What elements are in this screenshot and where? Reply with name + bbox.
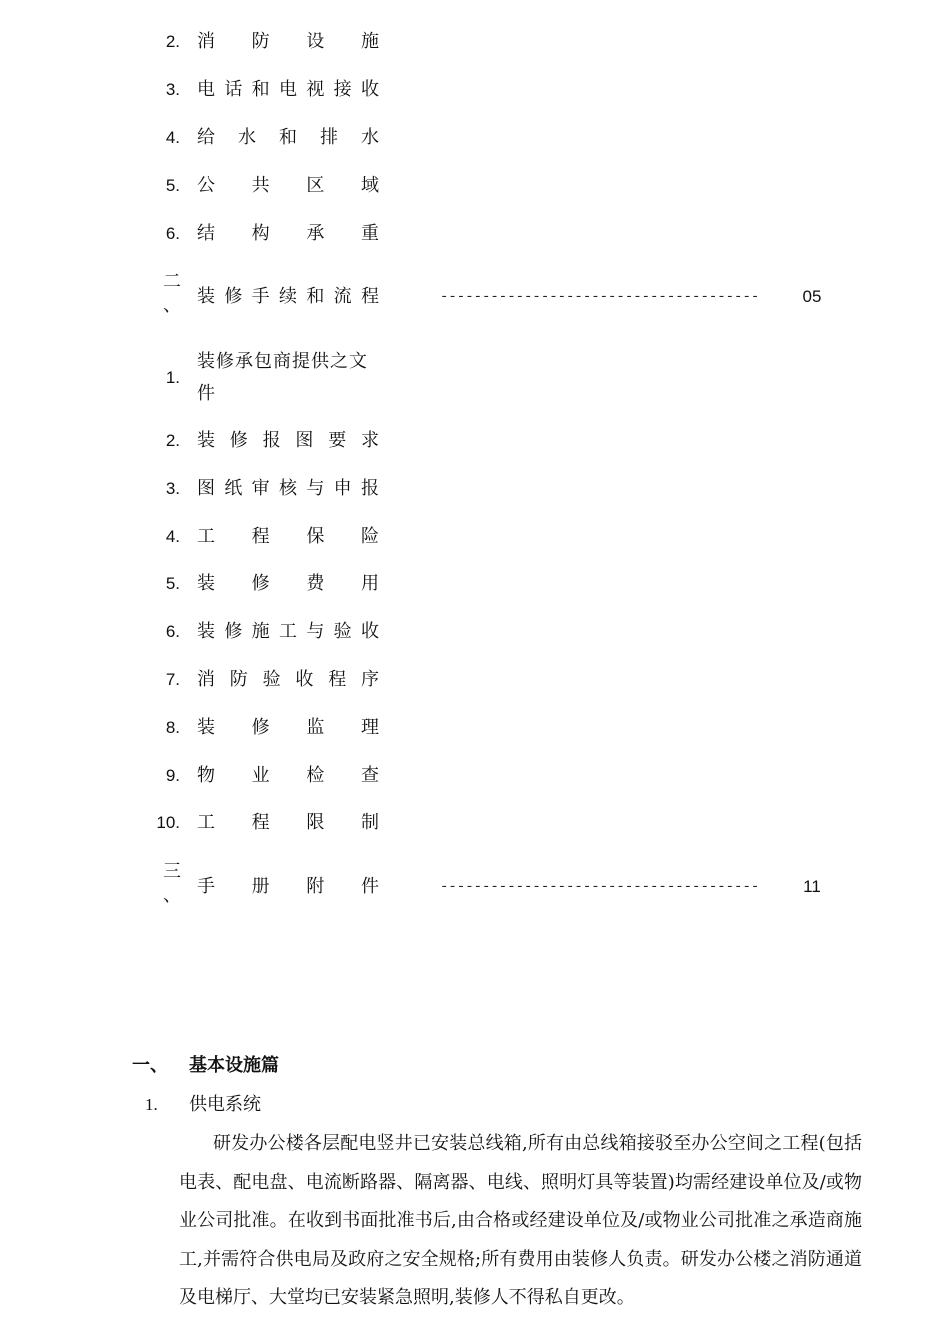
- toc-item-number: 4.: [165, 526, 180, 546]
- toc-item-title-char: 工: [197, 812, 215, 834]
- toc-item-title: [197, 517, 379, 557]
- toc-item-title-char: 施: [360, 31, 379, 52]
- toc-item-title: [197, 564, 379, 604]
- toc-item-title-char: 视: [306, 79, 325, 100]
- toc-leader-dashes: --------------------------------------: [440, 879, 760, 895]
- toc-item-title-char: 区: [306, 175, 325, 196]
- toc-section-title-char: 修: [224, 286, 243, 307]
- toc-item-title-char: 验: [262, 669, 281, 690]
- toc-section-title-char: 装: [197, 286, 215, 307]
- toc-item-title-char: 修: [224, 621, 243, 643]
- toc-item-title-char: 收: [360, 79, 379, 100]
- toc-page-number: 05: [802, 287, 822, 306]
- toc-item-number: 2.: [165, 32, 180, 51]
- toc-item-title-char: 和: [251, 79, 270, 100]
- toc-item-title-char: 接: [333, 79, 352, 100]
- toc-item-row: [0, 564, 950, 604]
- toc-page-number: 11: [803, 877, 821, 896]
- toc-item-number: 8.: [165, 717, 180, 737]
- toc-item-title: [197, 22, 379, 62]
- toc-section-mark-comma: 、: [163, 885, 181, 906]
- toc-item-title-char: 保: [306, 525, 325, 547]
- toc-item-title-char: 电: [197, 79, 215, 100]
- toc-item-number: 2.: [165, 431, 180, 450]
- toc-item-title-char: 图: [197, 477, 215, 499]
- toc-section-title-char: 续: [278, 286, 297, 307]
- toc-item-title-char: 设: [306, 31, 325, 52]
- toc-item-title-char: 物: [197, 764, 215, 786]
- toc-item-title-char: 排: [320, 127, 338, 148]
- toc-item-title-char: 验: [333, 621, 352, 643]
- toc-item-row: [0, 708, 950, 748]
- toc-item-title-char: 图: [295, 430, 314, 451]
- toc-item-title-char: 和: [279, 127, 297, 148]
- toc-item-title-char: 防: [229, 669, 248, 690]
- toc-item-number: 6.: [165, 224, 180, 243]
- toc-item-title-char: 费: [306, 573, 325, 595]
- toc-item-title: [197, 660, 379, 700]
- toc-item-row: [0, 22, 950, 62]
- toc-item-number: 6.: [165, 622, 180, 642]
- toc-leader-dashes: --------------------------------------: [440, 289, 760, 305]
- heading-level2-title: 供电系统: [189, 1094, 261, 1115]
- toc-item-title-char: 与: [306, 621, 325, 643]
- toc-section-row: [0, 857, 950, 917]
- toc-item-number: 7.: [165, 670, 180, 689]
- toc-item-row: [0, 166, 950, 206]
- toc-item-title-char: 公: [197, 175, 215, 196]
- heading-level1-title: 基本设施篇: [189, 1055, 279, 1076]
- toc-item-title-char: 承: [306, 223, 325, 244]
- toc-section-title-char: 件: [360, 876, 379, 897]
- toc-item-title-char: 重: [360, 223, 379, 244]
- toc-item-title-char: 要: [328, 430, 347, 451]
- toc-item-title-char: 核: [278, 477, 297, 499]
- toc-item-title-char: 装: [197, 621, 215, 643]
- toc-section-mark: 二: [163, 271, 181, 292]
- heading-level1-number: 一、: [132, 1055, 168, 1076]
- toc-item-title-char: 申: [333, 477, 352, 499]
- toc-item-title-char: 查: [360, 764, 379, 786]
- toc-item-title-char: 水: [361, 127, 379, 148]
- toc-item-title-char: 装: [197, 430, 215, 451]
- toc-item-title-char: 消: [197, 669, 215, 690]
- toc-item-title-char: 报: [360, 477, 379, 499]
- toc-item-number: 10.: [156, 813, 180, 833]
- toc-item-number: 9.: [165, 765, 180, 785]
- toc-section-mark-comma: 、: [163, 295, 181, 316]
- toc-section-title-char: 册: [251, 876, 270, 897]
- toc-item-row: [0, 803, 950, 843]
- toc-item-row: [0, 756, 950, 796]
- toc-item-title: [197, 803, 379, 843]
- toc-item-title-char: 收: [360, 621, 379, 643]
- toc-section-title: [197, 277, 379, 317]
- toc-item-title-char: 纸: [224, 477, 243, 499]
- toc-section-title-char: 流: [333, 286, 352, 307]
- heading-level2-number: 1.: [145, 1095, 158, 1114]
- toc-item-title-char: 程: [251, 812, 270, 834]
- toc-item-row: [0, 469, 950, 509]
- toc-item-title-char: 修: [229, 430, 248, 451]
- toc-item-title: [197, 214, 379, 254]
- toc-item-number: 3.: [165, 478, 180, 498]
- toc-item-number: 4.: [165, 128, 180, 147]
- toc-item-title-char: 水: [238, 127, 256, 148]
- body-paragraph: 研发办公楼各层配电竖井已安装总线箱,所有由总线箱接驳至办公空间之工程(包括电表、配电盘、电流断路器、隔离器、电线、照明灯具等装置)均需经建设单位及/或物业公司批准。在收到书面批准书后,由合格或经建设单位及/或物业公司批准之承造商施工,并需符合供电局及政府之安全规格;所有费用由装修人负责。研发办公楼之消防通道及电梯厅、大堂均已安装紧急照明,装修人不得私自更改。: [179, 1133, 862, 1308]
- toc-item-title-char: 构: [251, 223, 270, 244]
- toc-item-title-char: 序: [360, 669, 379, 690]
- toc-item-title: [197, 166, 379, 206]
- toc-item-row: [0, 118, 950, 158]
- toc-item-title-char: 话: [224, 79, 243, 100]
- toc-item-title-char: 收: [295, 669, 314, 690]
- toc-item-number: 3.: [165, 80, 180, 99]
- toc-item-title-char: 工: [278, 621, 297, 643]
- toc-section-mark: 三: [163, 861, 181, 882]
- toc-item-row: [0, 214, 950, 254]
- toc-item-title-char: 施: [251, 621, 270, 643]
- toc-item-title-char: 程: [251, 525, 270, 547]
- toc-item-title-char: 工: [197, 525, 215, 547]
- toc-section-title-char: 手: [197, 876, 215, 897]
- toc-item-title-char: 报: [262, 430, 281, 451]
- toc-item-title-char: 监: [306, 716, 325, 738]
- toc-item-number: 1.: [165, 368, 180, 387]
- toc-item-title: [197, 346, 383, 410]
- toc-item-number: 5.: [165, 176, 180, 195]
- toc-item-title-char: 装: [197, 716, 215, 738]
- toc-item-title: [197, 612, 379, 652]
- toc-item-title-char: 制: [360, 812, 379, 834]
- toc-item-title: [197, 469, 379, 509]
- toc-item-row: [0, 70, 950, 110]
- toc-item-row: [0, 660, 950, 700]
- toc-section-title-char: 和: [306, 286, 325, 307]
- toc-item-title: [197, 70, 379, 110]
- toc-item-title-char: 与: [306, 477, 325, 499]
- toc-item-row: [0, 421, 950, 461]
- toc-item-title-char: 业: [251, 764, 270, 786]
- toc-item-title-line: 装修承包商提供之文: [197, 351, 368, 372]
- toc-item-title-line: 件: [197, 383, 216, 404]
- toc-item-title-char: 域: [360, 175, 379, 196]
- toc-item-title: [197, 708, 379, 748]
- toc-item-title-char: 修: [251, 716, 270, 738]
- toc-section-row: [0, 267, 950, 327]
- toc-item-title-char: 防: [251, 31, 270, 52]
- toc-item-title-char: 理: [360, 716, 379, 738]
- toc-item-title-char: 审: [251, 477, 270, 499]
- toc-section-title: [197, 867, 379, 907]
- toc-item-title: [197, 421, 379, 461]
- toc-item-title-char: 检: [306, 764, 325, 786]
- toc-item-title-char: 电: [278, 79, 297, 100]
- toc-item-title-char: 求: [360, 430, 379, 451]
- toc-item-title-char: 险: [360, 525, 379, 547]
- toc-item-row: [0, 612, 950, 652]
- toc-item-number: 5.: [165, 574, 180, 594]
- toc-item-title-char: 给: [197, 127, 215, 148]
- toc-item-title-char: 修: [251, 573, 270, 595]
- toc-item-row: [0, 517, 950, 557]
- toc-section-title-char: 程: [360, 286, 379, 307]
- toc-section-title-char: 手: [251, 286, 270, 307]
- toc-item-title: [197, 118, 379, 158]
- toc-item-row: [0, 346, 950, 410]
- toc-item-title-char: 装: [197, 573, 215, 595]
- toc-item-title-char: 程: [328, 669, 347, 690]
- toc-item-title-char: 共: [251, 175, 270, 196]
- toc-item-title-char: 限: [306, 812, 325, 834]
- toc-item-title: [197, 756, 379, 796]
- toc-section-title-char: 附: [306, 876, 325, 897]
- toc-item-title-char: 消: [197, 31, 215, 52]
- toc-item-title-char: 结: [197, 223, 215, 244]
- toc-item-title-char: 用: [360, 573, 379, 595]
